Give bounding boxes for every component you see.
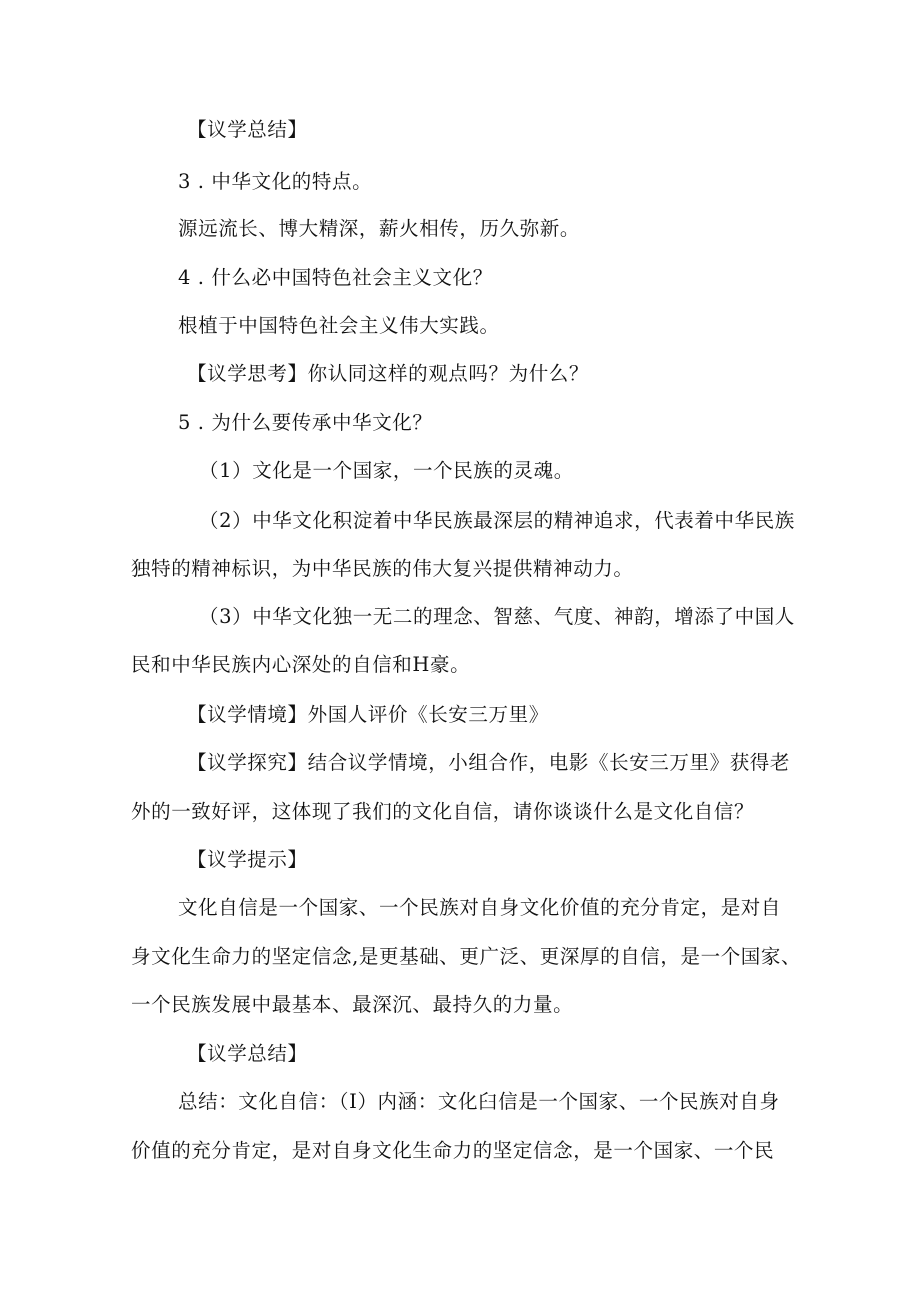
section-heading-thinking: 【议学思考】你认同这样的观点吗？为什么？ — [187, 362, 590, 385]
section-heading-summary: 【议学总结】 — [187, 118, 308, 141]
answer-3: 源远流长、博大精深，薪火相传，历久弥新。 — [178, 217, 581, 240]
section-heading-summary-2: 【议学总结】 — [187, 1042, 308, 1065]
answer-5-point-1: （1）文化是一个国家，一个民族的灵魂。 — [199, 459, 574, 482]
answer-5-point-3-line-2: 民和中华民族内心深处的自信和H豪。 — [131, 653, 471, 676]
summary-paragraph-line-2: 价值的充分肯定，是对自身文化生命力的坚定信念，是一个国家、一个民 — [131, 1139, 775, 1162]
question-5: 5 . 为什么要传承中华文化？ — [178, 411, 433, 434]
question-4: 4 . 什么必中国特色社会主义文化？ — [178, 266, 493, 289]
answer-4: 根植于中国特色社会主义伟大实践。 — [178, 314, 500, 337]
answer-5-point-2-line-2: 独特的精神标识，为中华民族的伟大复兴提供精神动力。 — [131, 557, 634, 580]
question-3: 3 . 中华文化的特点。 — [178, 170, 373, 193]
section-heading-inquiry-line-1: 【议学探究】结合议学情境，小组合作，电影《长安三万里》获得老 — [187, 751, 791, 774]
hint-paragraph-line-3: 一个民族发展中最基本、最深沉、最持久的力量。 — [131, 993, 574, 1016]
hint-paragraph-line-1: 文化自信是一个国家、一个民族对自身文化价值的充分肯定，是对自 — [178, 896, 782, 919]
answer-5-point-3-line-1: （3）中华文化独一无二的理念、智慈、气度、神韵，增添了中国人 — [199, 605, 795, 628]
hint-paragraph-line-2: 身文化生命力的坚定信念,是更基础、更广泛、更深厚的自信，是一个国家、 — [131, 945, 802, 968]
section-inquiry-line-2: 外的一致好评，这体现了我们的文化自信，请你谈谈什么是文化自信？ — [131, 800, 755, 823]
answer-5-point-2-line-1: （2）中华文化积淀着中华民族最深层的精神追求，代表着中华民族 — [199, 509, 795, 532]
summary-paragraph-line-1: 总结：文化自信：（I）内涵：文化臼信是一个国家、一个民族对自身 — [178, 1090, 780, 1113]
section-heading-hint: 【议学提示】 — [187, 848, 308, 871]
section-heading-context: 【议学情境】外国人评价《长安三万里》 — [187, 703, 549, 726]
